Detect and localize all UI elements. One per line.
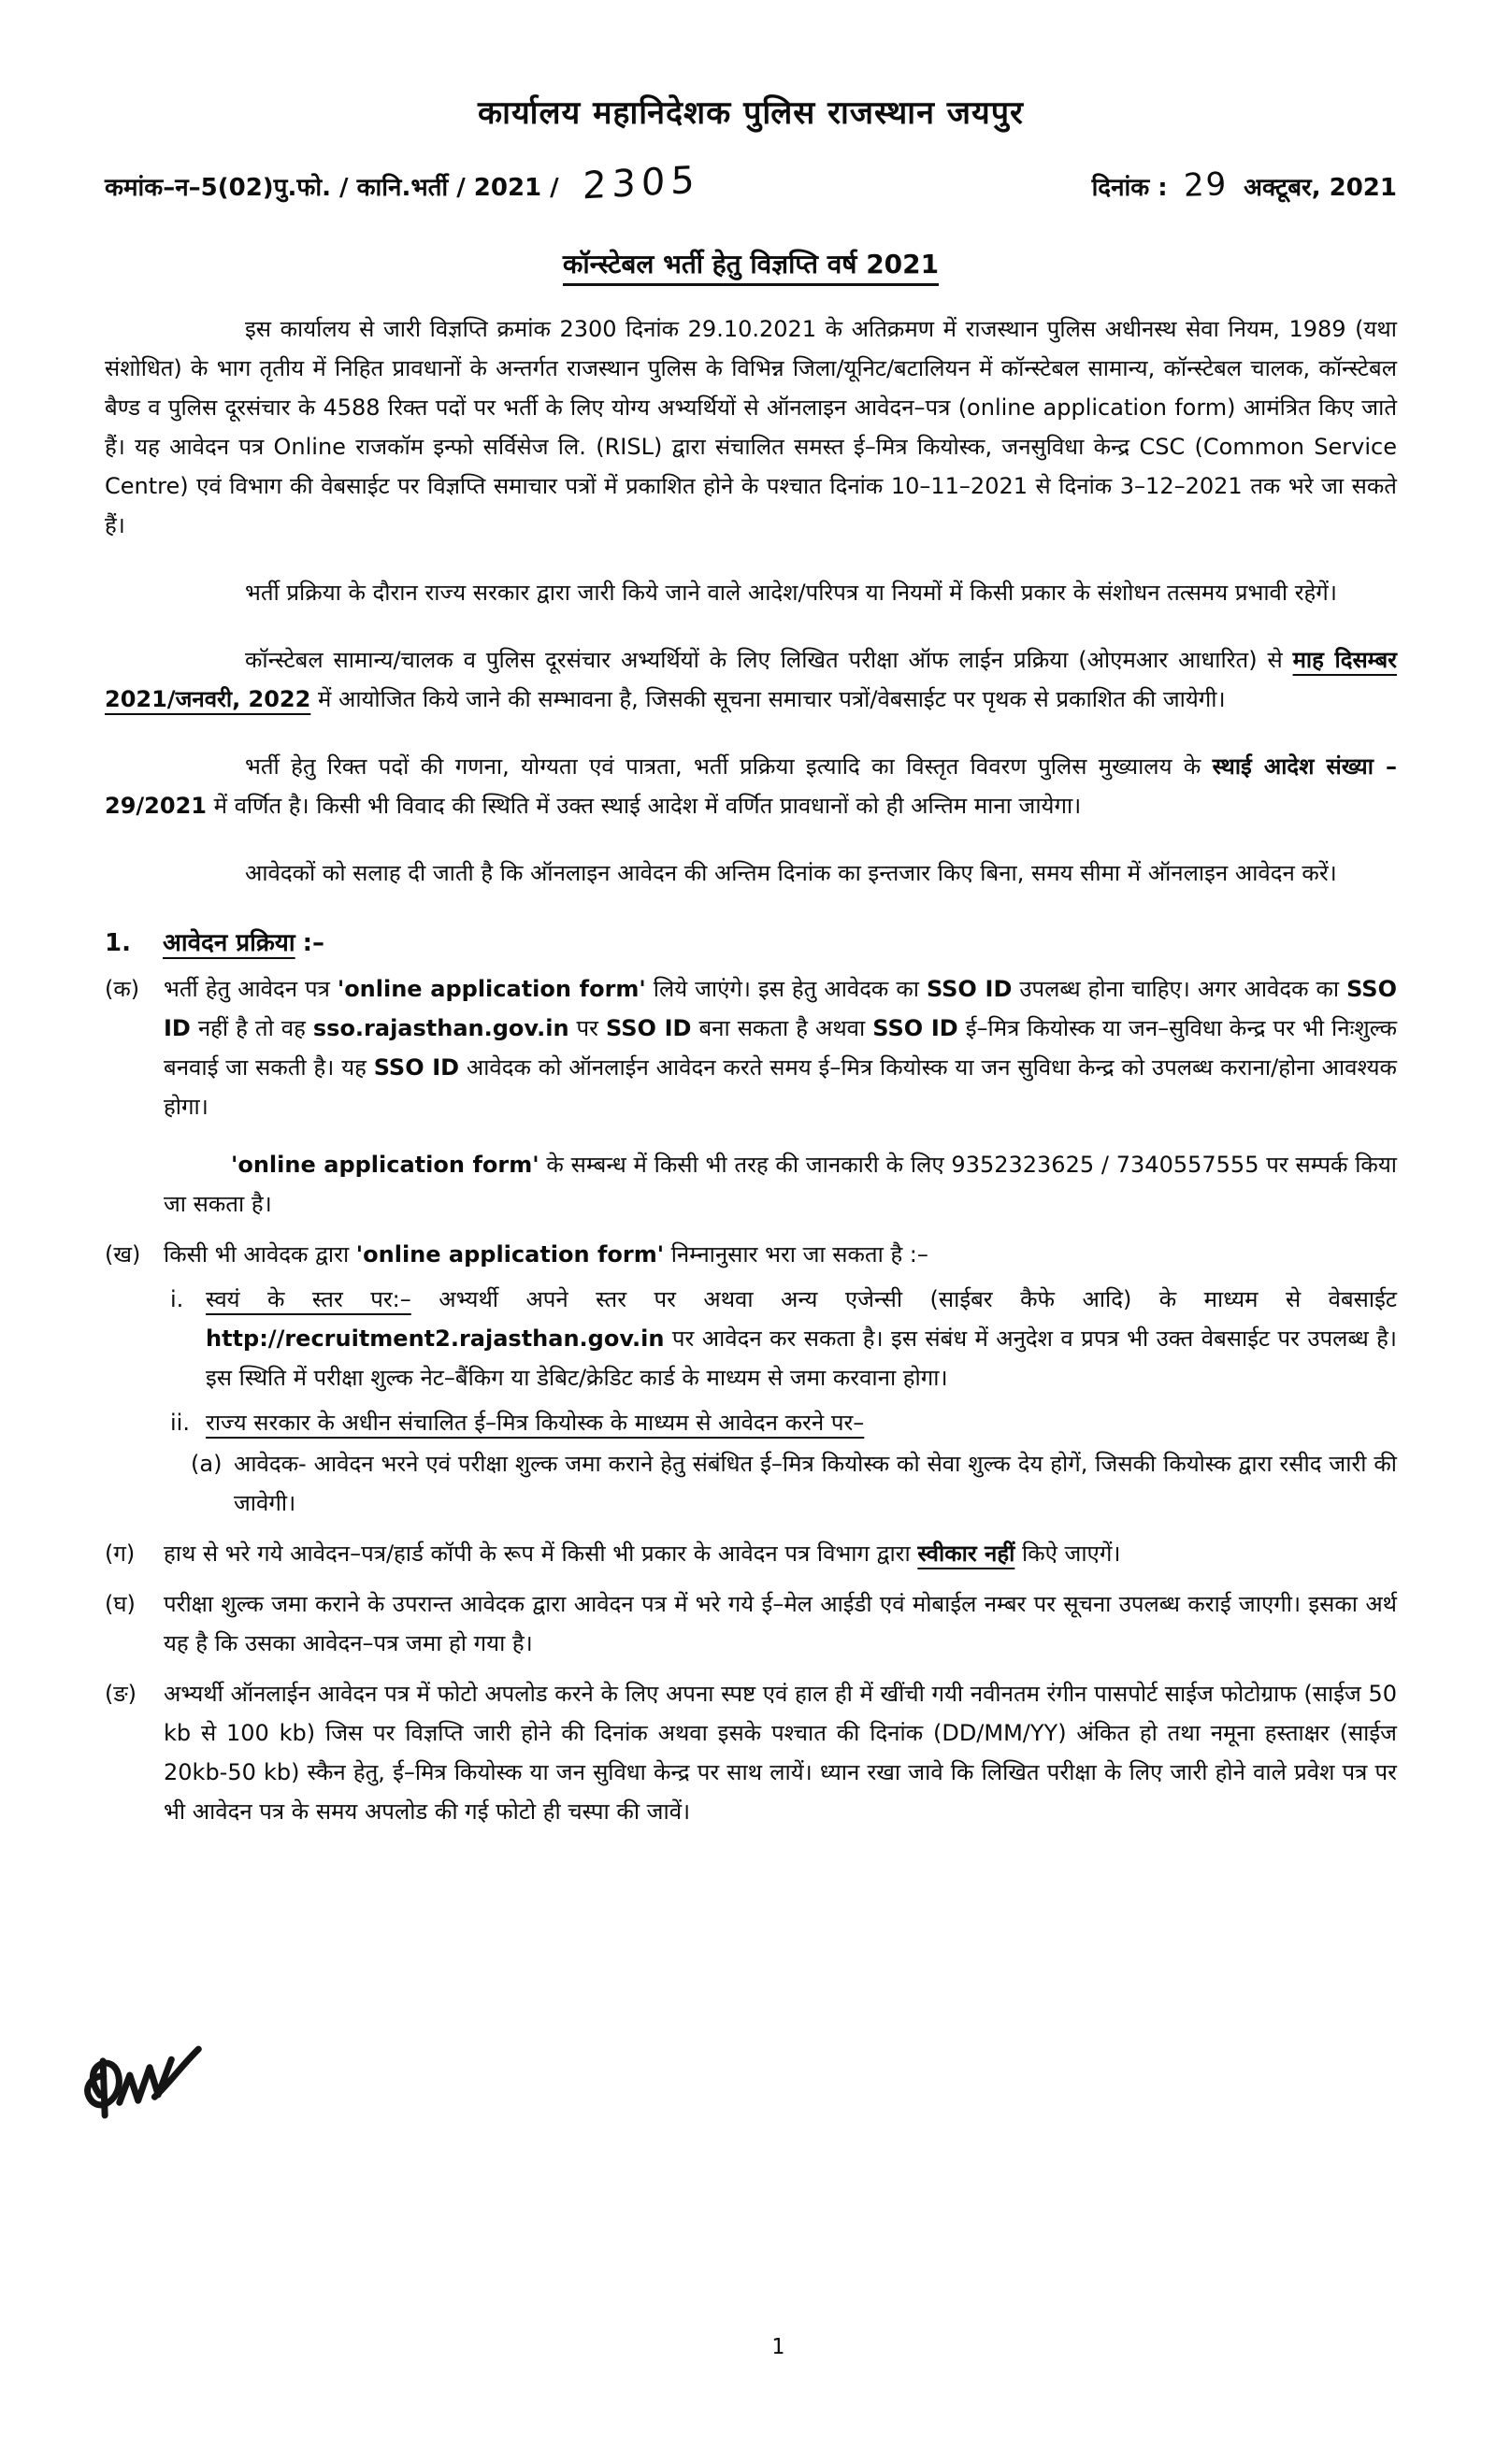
list-item-gha-text: परीक्षा शुल्क जमा कराने के उपरान्त आवेदक द्वारा आवेदन पत्र में भरे गये ई–मेल आईडी एवं मोबाईल नम्बर पर सूचना उपलब्ध कराई जाएगी। इसका अर्थ यह है कि उसका आवेदन–पत्र जमा हो गया है। bbox=[164, 1591, 1397, 1656]
signature-scribble-icon bbox=[60, 2035, 222, 2171]
list-item-a-text: आवेदक- आवेदन भरने एवं परीक्षा शुल्क जमा कराने हेतु संबंधित ई–मित्र कियोस्क को सेवा शुल्क देय होगें, जिसकी कियोस्क द्वारा रसीद जारी की जावेगी। bbox=[234, 1451, 1397, 1516]
list-item-kha bbox=[105, 1235, 1397, 1274]
list-item-gha-label: (घ) bbox=[105, 1591, 136, 1617]
list-item-nga bbox=[105, 1674, 1397, 1831]
list-item-i-label: i. bbox=[170, 1286, 184, 1312]
intro-paragraph-4: भर्ती हेतु रिक्त पदों की गणना, योग्यता एवं पात्रता, भर्ती प्रक्रिया इत्यादि का विस्तृत विवरण पुलिस मुख्यालय के स्थाई आदेश संख्या – 29/2021 में वर्णित है। किसी भी विवाद की स्थिति में उक्त स्थाई आदेश में वर्णित प्रावधानों को ही अन्तिम माना जायेगा। bbox=[105, 753, 1398, 819]
intro-paragraph-3: कॉन्स्टेबल सामान्य/चालक व पुलिस दूरसंचार अभ्यर्थियों के लिए लिखित परीक्षा ऑफ लाईन प्रक्रिया (ओएमआर आधारित) से माह दिसम्बर 2021/जनवरी, 2022 में आयोजित किये जाने की सम्भावना है, जिसकी सूचना समाचार पत्रों/वेबसाईट पर पृथक से प्रकाशित की जायेगी। bbox=[105, 647, 1397, 712]
subject-text: कॉन्स्टेबल भर्ती हेतु विज्ञप्ति वर्ष 2021 bbox=[563, 249, 939, 286]
list-item-kha-text: किसी भी आवेदक द्वारा 'online application form' निम्नानुसार भरा जा सकता है :– bbox=[164, 1241, 928, 1268]
section-1-title: आवेदन प्रक्रिया bbox=[163, 929, 295, 957]
reference-number bbox=[105, 158, 700, 208]
list-item-a bbox=[191, 1444, 1397, 1523]
list-item-ga bbox=[105, 1534, 1397, 1573]
list-item-ii-label: ii. bbox=[170, 1410, 190, 1436]
section-1-number: 1. bbox=[105, 929, 131, 957]
intro-paragraph-2: भर्ती प्रक्रिया के दौरान राज्य सरकार द्वारा जारी किये जाने वाले आदेश/परिपत्र या नियमों में किसी प्रकार के संशोधन तत्समय प्रभावी रहेगें। bbox=[245, 580, 1337, 606]
subject-heading bbox=[105, 246, 1397, 281]
list-item-ii bbox=[170, 1403, 1397, 1442]
reference-number-printed: कमांक–न–5(02)पु.फो. / कानि.भर्ती / 2021 / bbox=[105, 174, 559, 202]
reference-line bbox=[105, 158, 1397, 208]
list-item-i bbox=[170, 1280, 1397, 1397]
list-item-i-text: स्वयं के स्तर पर:– अभ्यर्थी अपने स्तर पर अथवा अन्य एजेन्सी (साईबर कैफे आदि) के माध्यम से वेबसाईट http://recruitment2.rajasthan.gov.in पर आवेदन कर सकता है। इस संबंध में अनुदेश व प्रपत्र भी उक्त वेबसाईट पर उपलब्ध है। इस स्थिति में परीक्षा शुल्क नेट–बैंकिग या डेबिट/क्रेडिट कार्ड के माध्यम से जमा करवाना होगा। bbox=[206, 1286, 1397, 1391]
list-item-nga-text: अभ्यर्थी ऑनलाईन आवेदन पत्र में फोटो अपलोड करने के लिए अपना स्पष्ट एवं हाल ही में खींची गयी नवीनतम रंगीन पासपोर्ट साईज फोटोग्राफ (साईज 50 kb से 100 kb) जिस पर विज्ञप्ति जारी होने की दिनांक अथवा इसके पश्चात की दिनांक (DD/MM/YY) अंकित हो तथा नमूना हस्ताक्षर (साईज 20kb-50 kb) स्कैन हेतु, ई–मित्र कियोस्क या जन सुविधा केन्द्र पर साथ लायें। ध्यान रखा जावे कि लिखित परीक्षा के लिए जारी होने वाले प्रवेश पत्र पर भी आवेदन पत्र के समय अपलोड की गई फोटो ही चस्पा की जावें। bbox=[164, 1681, 1397, 1825]
list-item-ii-text: राज्य सरकार के अधीन संचालित ई–मित्र कियोस्क के माध्यम से आवेदन करने पर– bbox=[206, 1410, 865, 1436]
list-item-ka-text: भर्ती हेतु आवेदन पत्र 'online application form' लिये जाएंगे। इस हेतु आवेदक का SSO ID उपलब्ध होना चाहिए। अगर आवेदक का SSO ID नहीं है तो वह sso.rajasthan.gov.in पर SSO ID बना सकता है अथवा SSO ID ई–मित्र कियोस्क या जन–सुविधा केन्द्र पर भी निःशुल्क बनवाई जा सकती है। यह SSO ID आवेदक को ऑनलाईन आवेदन करते समय ई–मित्र कियोस्क या जन सुविधा केन्द्र को उपलब्ध कराना/होना आवश्यक होगा। bbox=[164, 976, 1398, 1120]
list-item-ga-label: (ग) bbox=[105, 1540, 136, 1567]
date-day-handwritten: 29 bbox=[1183, 165, 1229, 205]
reference-number-handwritten: 2305 bbox=[582, 158, 700, 208]
list-item-nga-label: (ङ) bbox=[105, 1681, 137, 1707]
list-item-kha-label: (ख) bbox=[105, 1241, 141, 1268]
document-sheet bbox=[105, 0, 1397, 1831]
list-item-ka bbox=[105, 969, 1397, 1126]
date-printed: अक्टूबर, 2021 bbox=[1244, 174, 1397, 202]
helpline-note bbox=[164, 1145, 1397, 1224]
date-label: दिनांक : bbox=[1091, 174, 1168, 202]
intro-paragraph-1: इस कार्यालय से जारी विज्ञप्ति क्रमांक 2300 दिनांक 29.10.2021 के अतिक्रमण में राजस्थान पुलिस अधीनस्थ सेवा नियम, 1989 (यथा संशोधित) के भाग तृतीय में निहित प्रावधानों के अन्तर्गत राजस्थान पुलिस के विभिन्न जिला/यूनिट/बटालियन में कॉन्स्टेबल सामान्य, कॉन्स्टेबल चालक, कॉन्स्टेबल बैण्ड व पुलिस दूरसंचार के 4588 रिक्त पदों पर भर्ती के लिए योग्य अभ्यर्थियों से ऑनलाइन आवेदन–पत्र (online application form) आमंत्रित किए जाते हैं। यह आवेदन पत्र Online राजकॉम इन्फो सर्विसेज लि. (RISL) द्वारा संचालित समस्त ई–मित्र कियोस्क, जनसुविधा केन्द्र CSC (Common Service Centre) एवं विभाग की वेबसाईट पर विज्ञप्ति समाचार पत्रों में प्रकाशित होने के पश्चात दिनांक 10–11–2021 से दिनांक 3–12–2021 तक भरे जा सकते हैं। bbox=[105, 316, 1397, 538]
date-line bbox=[1091, 165, 1397, 205]
helpline-note-text: 'online application form' के सम्बन्ध में किसी भी तरह की जानकारी के लिए 9352323625 / 7340557555 पर सम्पर्क किया जा सकता है। bbox=[164, 1152, 1397, 1217]
list-item-gha bbox=[105, 1584, 1397, 1663]
intro-paragraph-5: आवेदकों को सलाह दी जाती है कि ऑनलाइन आवेदन की अन्तिम दिनांक का इन्तजार किए बिना, समय सीमा में ऑनलाइन आवेदन करें। bbox=[245, 860, 1337, 886]
list-item-ka-label: (क) bbox=[105, 976, 140, 1002]
office-title: कार्यालय महानिदेशक पुलिस राजस्थान जयपुर bbox=[478, 94, 1024, 132]
page-number: 1 bbox=[771, 2335, 784, 2359]
list-item-ga-text: हाथ से भरे गये आवेदन–पत्र/हार्ड कॉपी के रूप में किसी भी प्रकार के आवेदन पत्र विभाग द्वारा स्वीकार नहीं किऐ जाएगें। bbox=[164, 1540, 1121, 1567]
section-1-suffix: :– bbox=[302, 929, 325, 957]
list-item-a-label: (a) bbox=[191, 1451, 223, 1477]
section-1-heading bbox=[105, 924, 1397, 958]
